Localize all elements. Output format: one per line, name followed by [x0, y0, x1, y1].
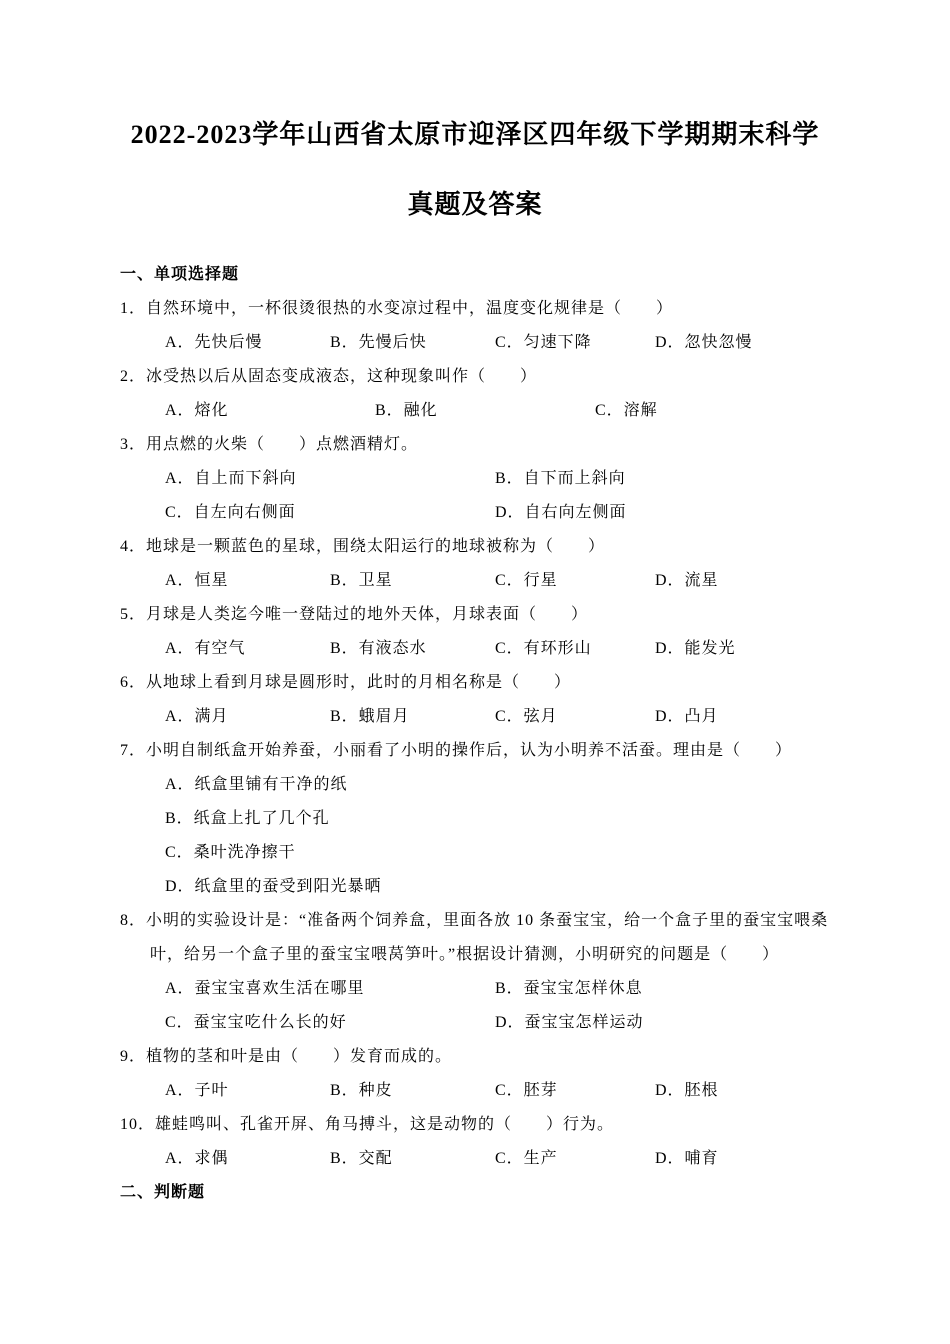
section-heading: 二、判断题: [120, 1184, 206, 1201]
answer-option: C．溶解: [595, 402, 658, 419]
answer-option: B．融化: [375, 402, 438, 419]
question-stem: 9．植物的茎和叶是由（ ）发育而成的。: [120, 1048, 453, 1065]
answer-option: B．交配: [330, 1150, 393, 1167]
option-row: [120, 1142, 830, 1176]
answer-option: C．匀速下降: [495, 334, 592, 351]
answer-option: C．生产: [495, 1150, 558, 1167]
option-row: [120, 768, 830, 802]
answer-option: D．自右向左侧面: [495, 504, 627, 521]
answer-option: A．蚕宝宝喜欢生活在哪里: [165, 980, 365, 997]
answer-option: C．行星: [495, 572, 558, 589]
answer-option: B．种皮: [330, 1082, 393, 1099]
exam-body: [120, 258, 830, 1210]
document-title-line1: 2022-2023学年山西省太原市迎泽区四年级下学期期末科学: [130, 120, 820, 149]
answer-option: A．自上而下斜向: [165, 470, 297, 487]
option-row: [120, 1074, 830, 1108]
option-row: [120, 700, 830, 734]
question-stem: 1．自然环境中，一杯很烫很热的水变凉过程中，温度变化规律是（ ）: [120, 300, 674, 317]
question-stem: 4．地球是一颗蓝色的星球，围绕太阳运行的地球被称为（ ）: [120, 538, 606, 555]
question-stem: 2．冰受热以后从固态变成液态，这种现象叫作（ ）: [120, 368, 538, 385]
option-row: [120, 802, 830, 836]
option-row: [120, 394, 830, 428]
answer-option: C．蚕宝宝吃什么长的好: [165, 1014, 347, 1031]
answer-option: A．求偶: [165, 1150, 229, 1167]
answer-option: D．忽快忽慢: [655, 334, 753, 351]
answer-option: C．自左向右侧面: [165, 504, 296, 521]
question-stem: 3．用点燃的火柴（ ）点燃酒精灯。: [120, 436, 419, 453]
question-stem: 10．雄蛙鸣叫、孔雀开屏、角马搏斗，这是动物的（ ）行为。: [120, 1116, 615, 1133]
answer-option: B．自下而上斜向: [495, 470, 626, 487]
answer-option: A．子叶: [165, 1082, 229, 1099]
answer-option: B．有液态水: [330, 640, 427, 657]
answer-option: C．胚芽: [495, 1082, 558, 1099]
option-row: [120, 564, 830, 598]
option-row: [120, 836, 830, 870]
answer-option: C．有环形山: [495, 640, 592, 657]
answer-option: B．卫星: [330, 572, 393, 589]
answer-option: C．桑叶洗净擦干: [165, 844, 296, 861]
option-row: [120, 462, 830, 496]
answer-option: B．纸盒上扎了几个孔: [165, 810, 330, 827]
option-row: [120, 496, 830, 530]
answer-option: D．蚕宝宝怎样运动: [495, 1014, 644, 1031]
option-row: [120, 326, 830, 360]
answer-option: D．哺育: [655, 1150, 719, 1167]
option-row: [120, 870, 830, 904]
answer-option: A．有空气: [165, 640, 246, 657]
answer-option: A．纸盒里铺有干净的纸: [165, 776, 348, 793]
question-stem: 8．小明的实验设计是：“准备两个饲养盒，里面各放 10 条蚕宝宝，给一个盒子里的蚕宝宝喂桑叶，给另一个盒子里的蚕宝宝喂莴笋叶。”根据设计猜测，小明研究的问题是（ ）: [120, 912, 829, 963]
document-title-line2: 真题及答案: [407, 190, 543, 219]
answer-option: D．凸月: [655, 708, 719, 725]
answer-option: D．流星: [655, 572, 719, 589]
answer-option: A．先快后慢: [165, 334, 263, 351]
answer-option: B．蛾眉月: [330, 708, 410, 725]
option-row: [120, 1006, 830, 1040]
answer-option: A．熔化: [165, 402, 229, 419]
answer-option: D．能发光: [655, 640, 736, 657]
option-row: [120, 972, 830, 1006]
question-stem: 5．月球是人类迄今唯一登陆过的地外天体，月球表面（ ）: [120, 606, 589, 623]
answer-option: D．胚根: [655, 1082, 719, 1099]
question-stem: 7．小明自制纸盒开始养蚕，小丽看了小明的操作后，认为小明养不活蚕。理由是（ ）: [120, 742, 793, 759]
answer-option: B．先慢后快: [330, 334, 427, 351]
answer-option: D．纸盒里的蚕受到阳光暴晒: [165, 878, 382, 895]
answer-option: A．满月: [165, 708, 229, 725]
answer-option: C．弦月: [495, 708, 558, 725]
answer-option: B．蚕宝宝怎样休息: [495, 980, 643, 997]
section-heading: 一、单项选择题: [120, 266, 240, 283]
question-stem: 6．从地球上看到月球是圆形时，此时的月相名称是（ ）: [120, 674, 572, 691]
answer-option: A．恒星: [165, 572, 229, 589]
option-row: [120, 632, 830, 666]
